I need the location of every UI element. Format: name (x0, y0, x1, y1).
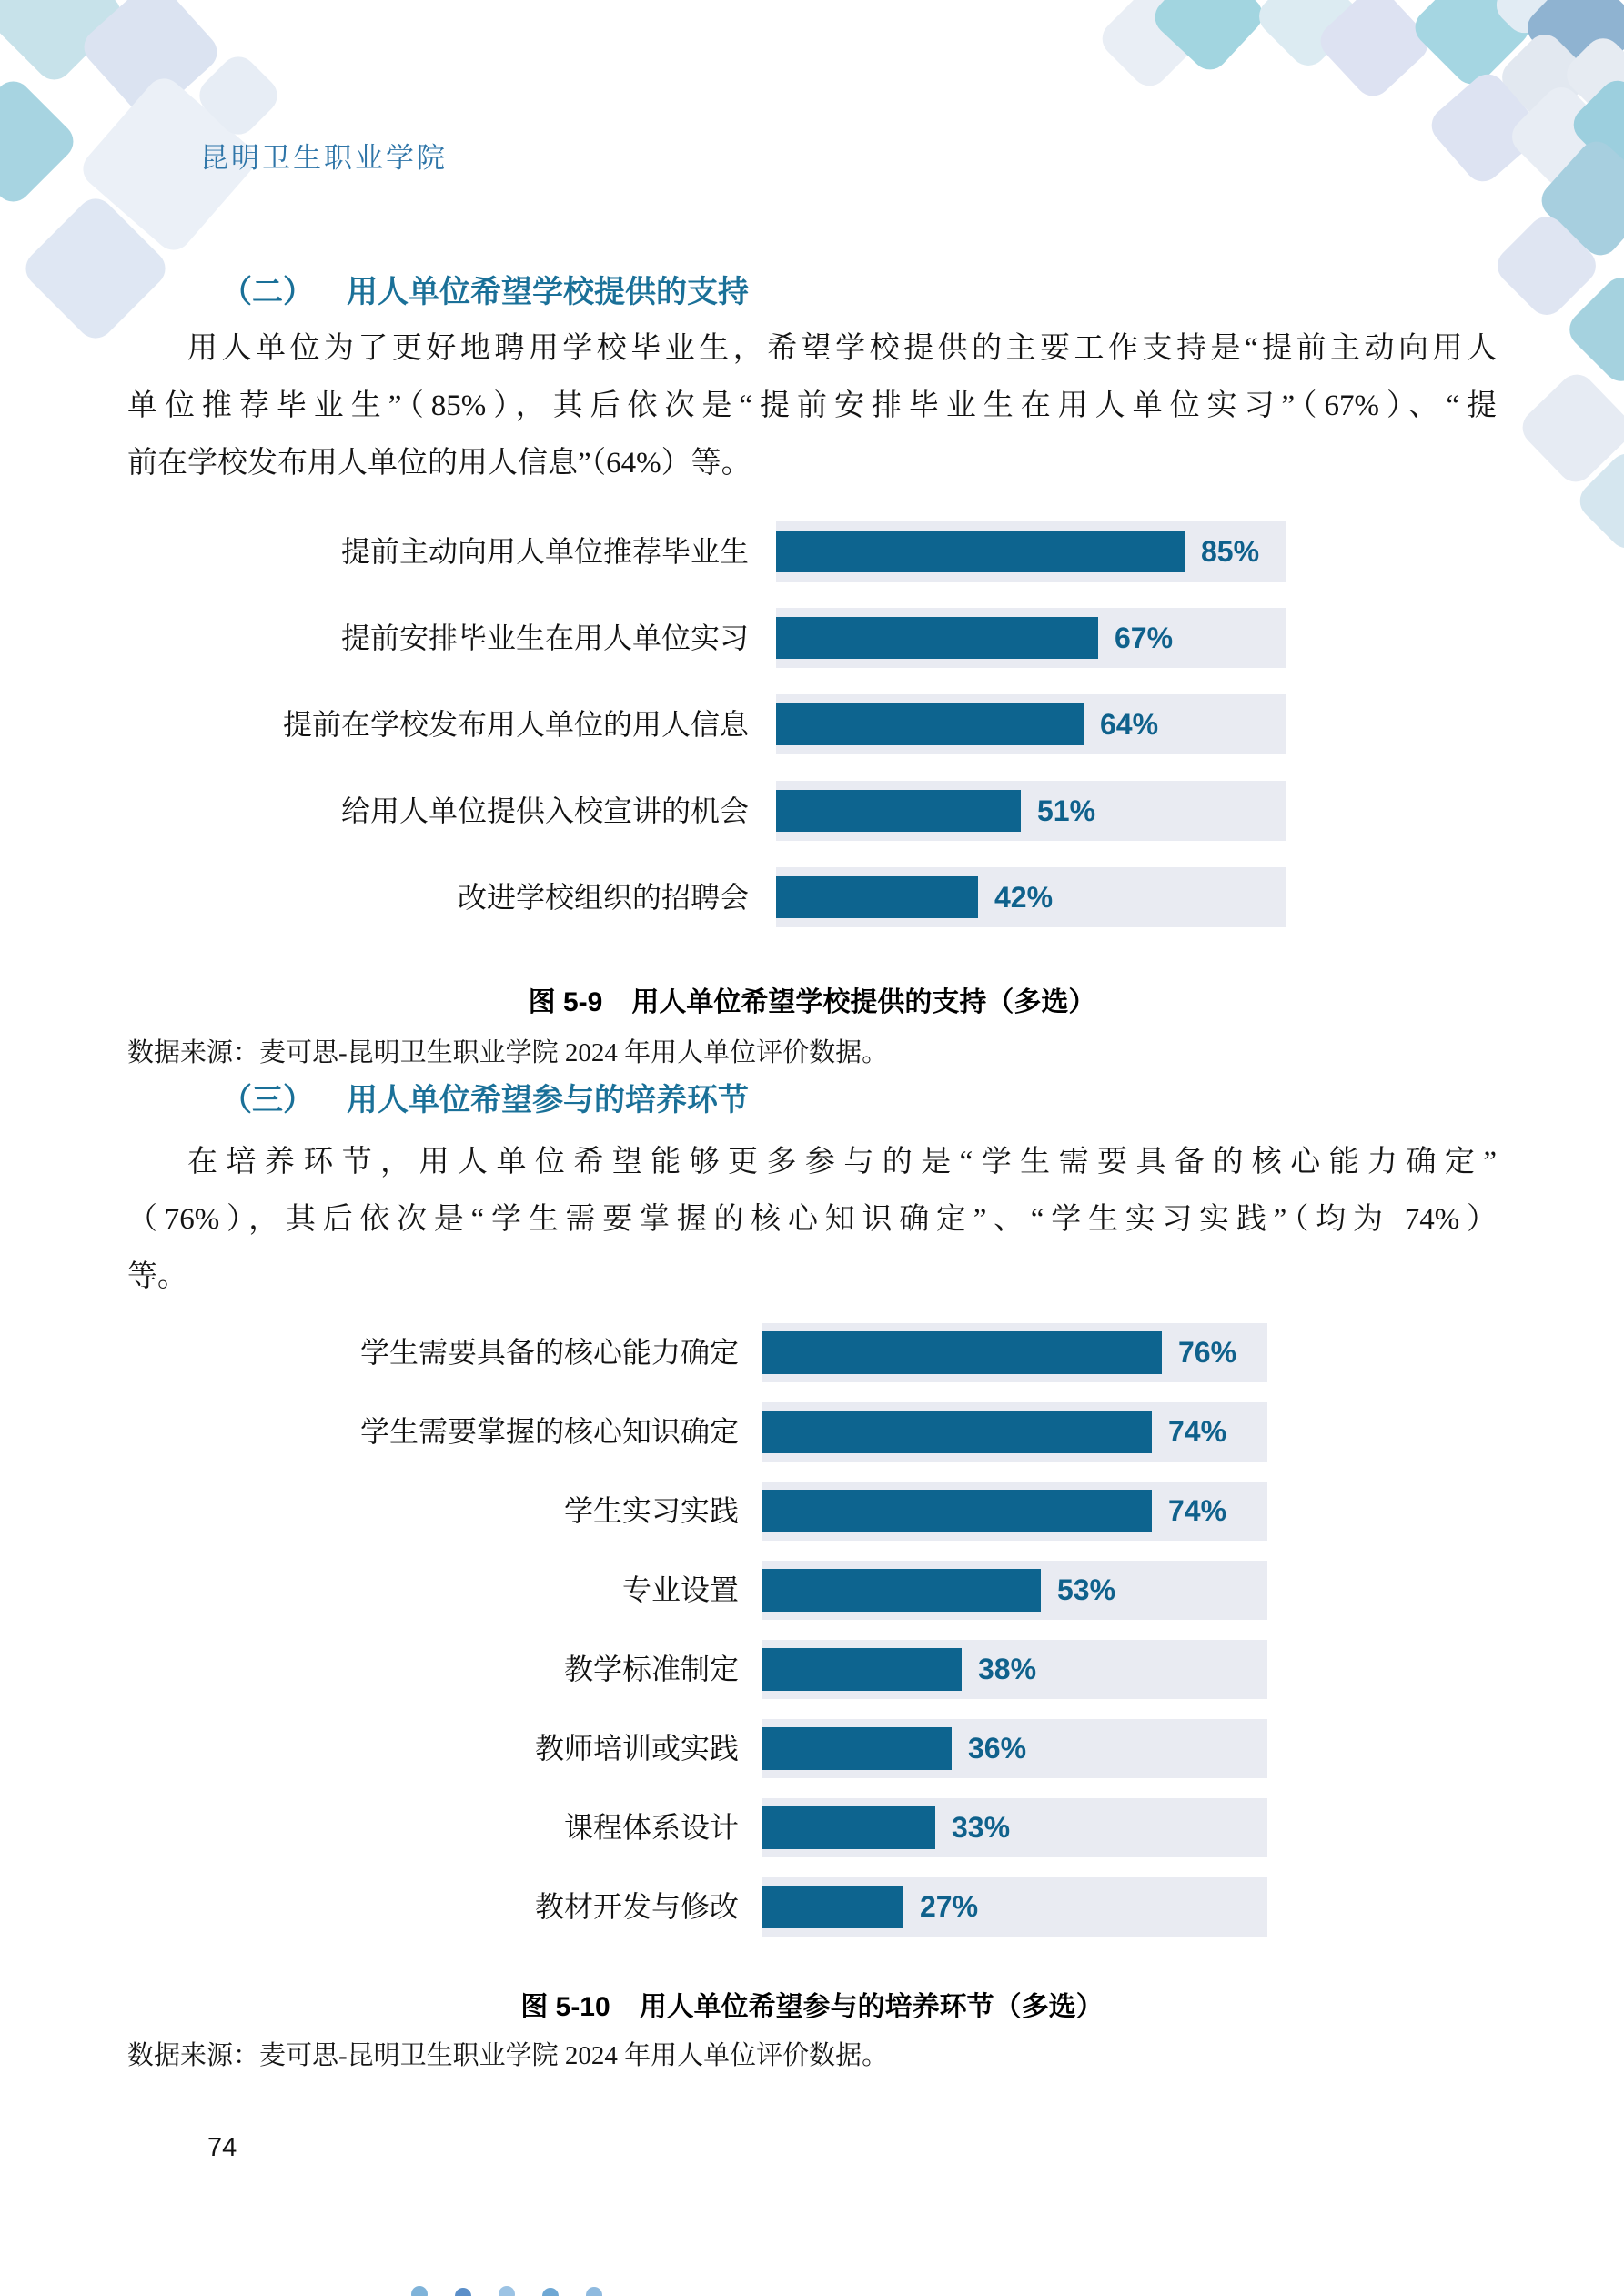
value-label: 36% (968, 1732, 1027, 1765)
paragraph-line: 用人单位为了更好地聘用学校毕业生，希望学校提供的主要工作支持是“提前主动向用人 (187, 332, 1497, 365)
chart-row (0, 1323, 1624, 1382)
figure-number: 图 5-10 (520, 1992, 610, 2022)
decor-tile (539, 2284, 561, 2296)
category-label: 提前在学校发布用人单位的用人信息 (282, 708, 749, 741)
decor-tile (0, 74, 81, 208)
value-label: 85% (1201, 535, 1260, 568)
section-title: 用人单位希望学校提供的支持 (347, 275, 749, 309)
figure-title: 用人单位希望参与的培养环节（多选） (639, 1992, 1104, 2022)
value-label: 74% (1168, 1415, 1227, 1448)
paragraph-line: 单位推荐毕业生”（85%），其后依次是“提前安排毕业生在用人单位实习”（67%）、“提 (127, 389, 1497, 422)
category-label: 学生需要掌握的核心知识确定 (359, 1415, 739, 1448)
bar (762, 1727, 952, 1770)
bar (776, 531, 1185, 572)
value-label: 67% (1115, 622, 1174, 654)
category-label: 提前主动向用人单位推荐毕业生 (340, 535, 749, 568)
paragraph-line: 前在学校发布用人单位的用人信息”（64%）等。 (127, 447, 751, 480)
bar (776, 876, 978, 918)
category-label: 提前安排毕业生在用人单位实习 (340, 622, 749, 654)
value-label: 74% (1168, 1494, 1227, 1527)
decor-tile (451, 2284, 474, 2296)
chart-row (0, 1719, 1624, 1778)
section-title: 用人单位希望参与的培养环节 (347, 1083, 749, 1118)
category-label: 课程体系设计 (563, 1811, 739, 1844)
bar (776, 617, 1098, 659)
section-heading-3 (221, 1075, 749, 1119)
value-label: 53% (1057, 1573, 1116, 1606)
category-label: 教材开发与修改 (534, 1890, 739, 1923)
bar (776, 790, 1021, 832)
chart-row (0, 867, 1624, 927)
chart-row (0, 521, 1624, 582)
body-paragraph-1 (127, 320, 1497, 492)
chart-row (0, 1640, 1624, 1699)
bar-chart-figure-5-10 (0, 1323, 1624, 1937)
value-label: 51% (1037, 794, 1096, 827)
header-school-name: 昆明卫生职业学院 (200, 142, 448, 174)
paragraph-line: 在培养环节，用人单位希望能够更多参与的是“学生需要具备的核心能力确定” (187, 1146, 1497, 1178)
figure-title: 用人单位希望学校提供的支持（多选） (631, 987, 1096, 1017)
value-label: 27% (920, 1890, 979, 1923)
chart-row (0, 1402, 1624, 1462)
chart-row (0, 608, 1624, 668)
decor-tile (495, 2282, 518, 2296)
category-label: 改进学校组织的招聘会 (457, 881, 749, 914)
category-label: 教师培训或实践 (534, 1732, 739, 1765)
section-number: （二） (221, 275, 314, 309)
value-label: 38% (978, 1653, 1037, 1685)
category-label: 学生实习实践 (563, 1494, 739, 1527)
bar (776, 703, 1084, 745)
figure-caption-5-9 (0, 979, 1624, 1019)
bar (762, 1886, 903, 1928)
bar-chart-figure-5-9 (0, 521, 1624, 927)
bar (762, 1331, 1162, 1374)
bar (762, 1490, 1152, 1532)
data-source-note-2: 数据来源：麦可思-昆明卫生职业学院 2024 年用人单位评价数据。 (127, 2041, 889, 2070)
chart-row (0, 781, 1624, 841)
category-label: 给用人单位提供入校宣讲的机会 (340, 794, 749, 827)
chart-row (0, 1798, 1624, 1857)
section-heading-2 (221, 267, 749, 311)
value-label: 33% (952, 1811, 1011, 1844)
paragraph-line: （76%），其后依次是“学生需要掌握的核心知识确定”、“学生实习实践”（均为 74%） (127, 1203, 1497, 1236)
bar (762, 1411, 1152, 1453)
section-number: （三） (221, 1083, 314, 1118)
category-label: 专业设置 (621, 1573, 739, 1606)
page-number: 74 (207, 2133, 237, 2162)
decor-tile (582, 2283, 605, 2296)
bar (762, 1569, 1041, 1612)
chart-row (0, 694, 1624, 754)
category-label: 教学标准制定 (563, 1653, 739, 1685)
chart-row (0, 1561, 1624, 1620)
bar (762, 1648, 962, 1691)
value-label: 76% (1178, 1336, 1237, 1369)
body-paragraph-2 (127, 1134, 1497, 1306)
data-source-note-1: 数据来源：麦可思-昆明卫生职业学院 2024 年用人单位评价数据。 (127, 1038, 889, 1067)
chart-row (0, 1482, 1624, 1541)
value-label: 42% (994, 881, 1054, 914)
decor-tile (408, 2282, 430, 2296)
bar (762, 1806, 935, 1849)
paragraph-line: 等。 (127, 1260, 187, 1293)
figure-number: 图 5-9 (528, 987, 603, 1017)
chart-row (0, 1877, 1624, 1937)
category-label: 学生需要具备的核心能力确定 (359, 1336, 739, 1369)
figure-caption-5-10 (0, 1984, 1624, 2024)
value-label: 64% (1100, 708, 1159, 741)
